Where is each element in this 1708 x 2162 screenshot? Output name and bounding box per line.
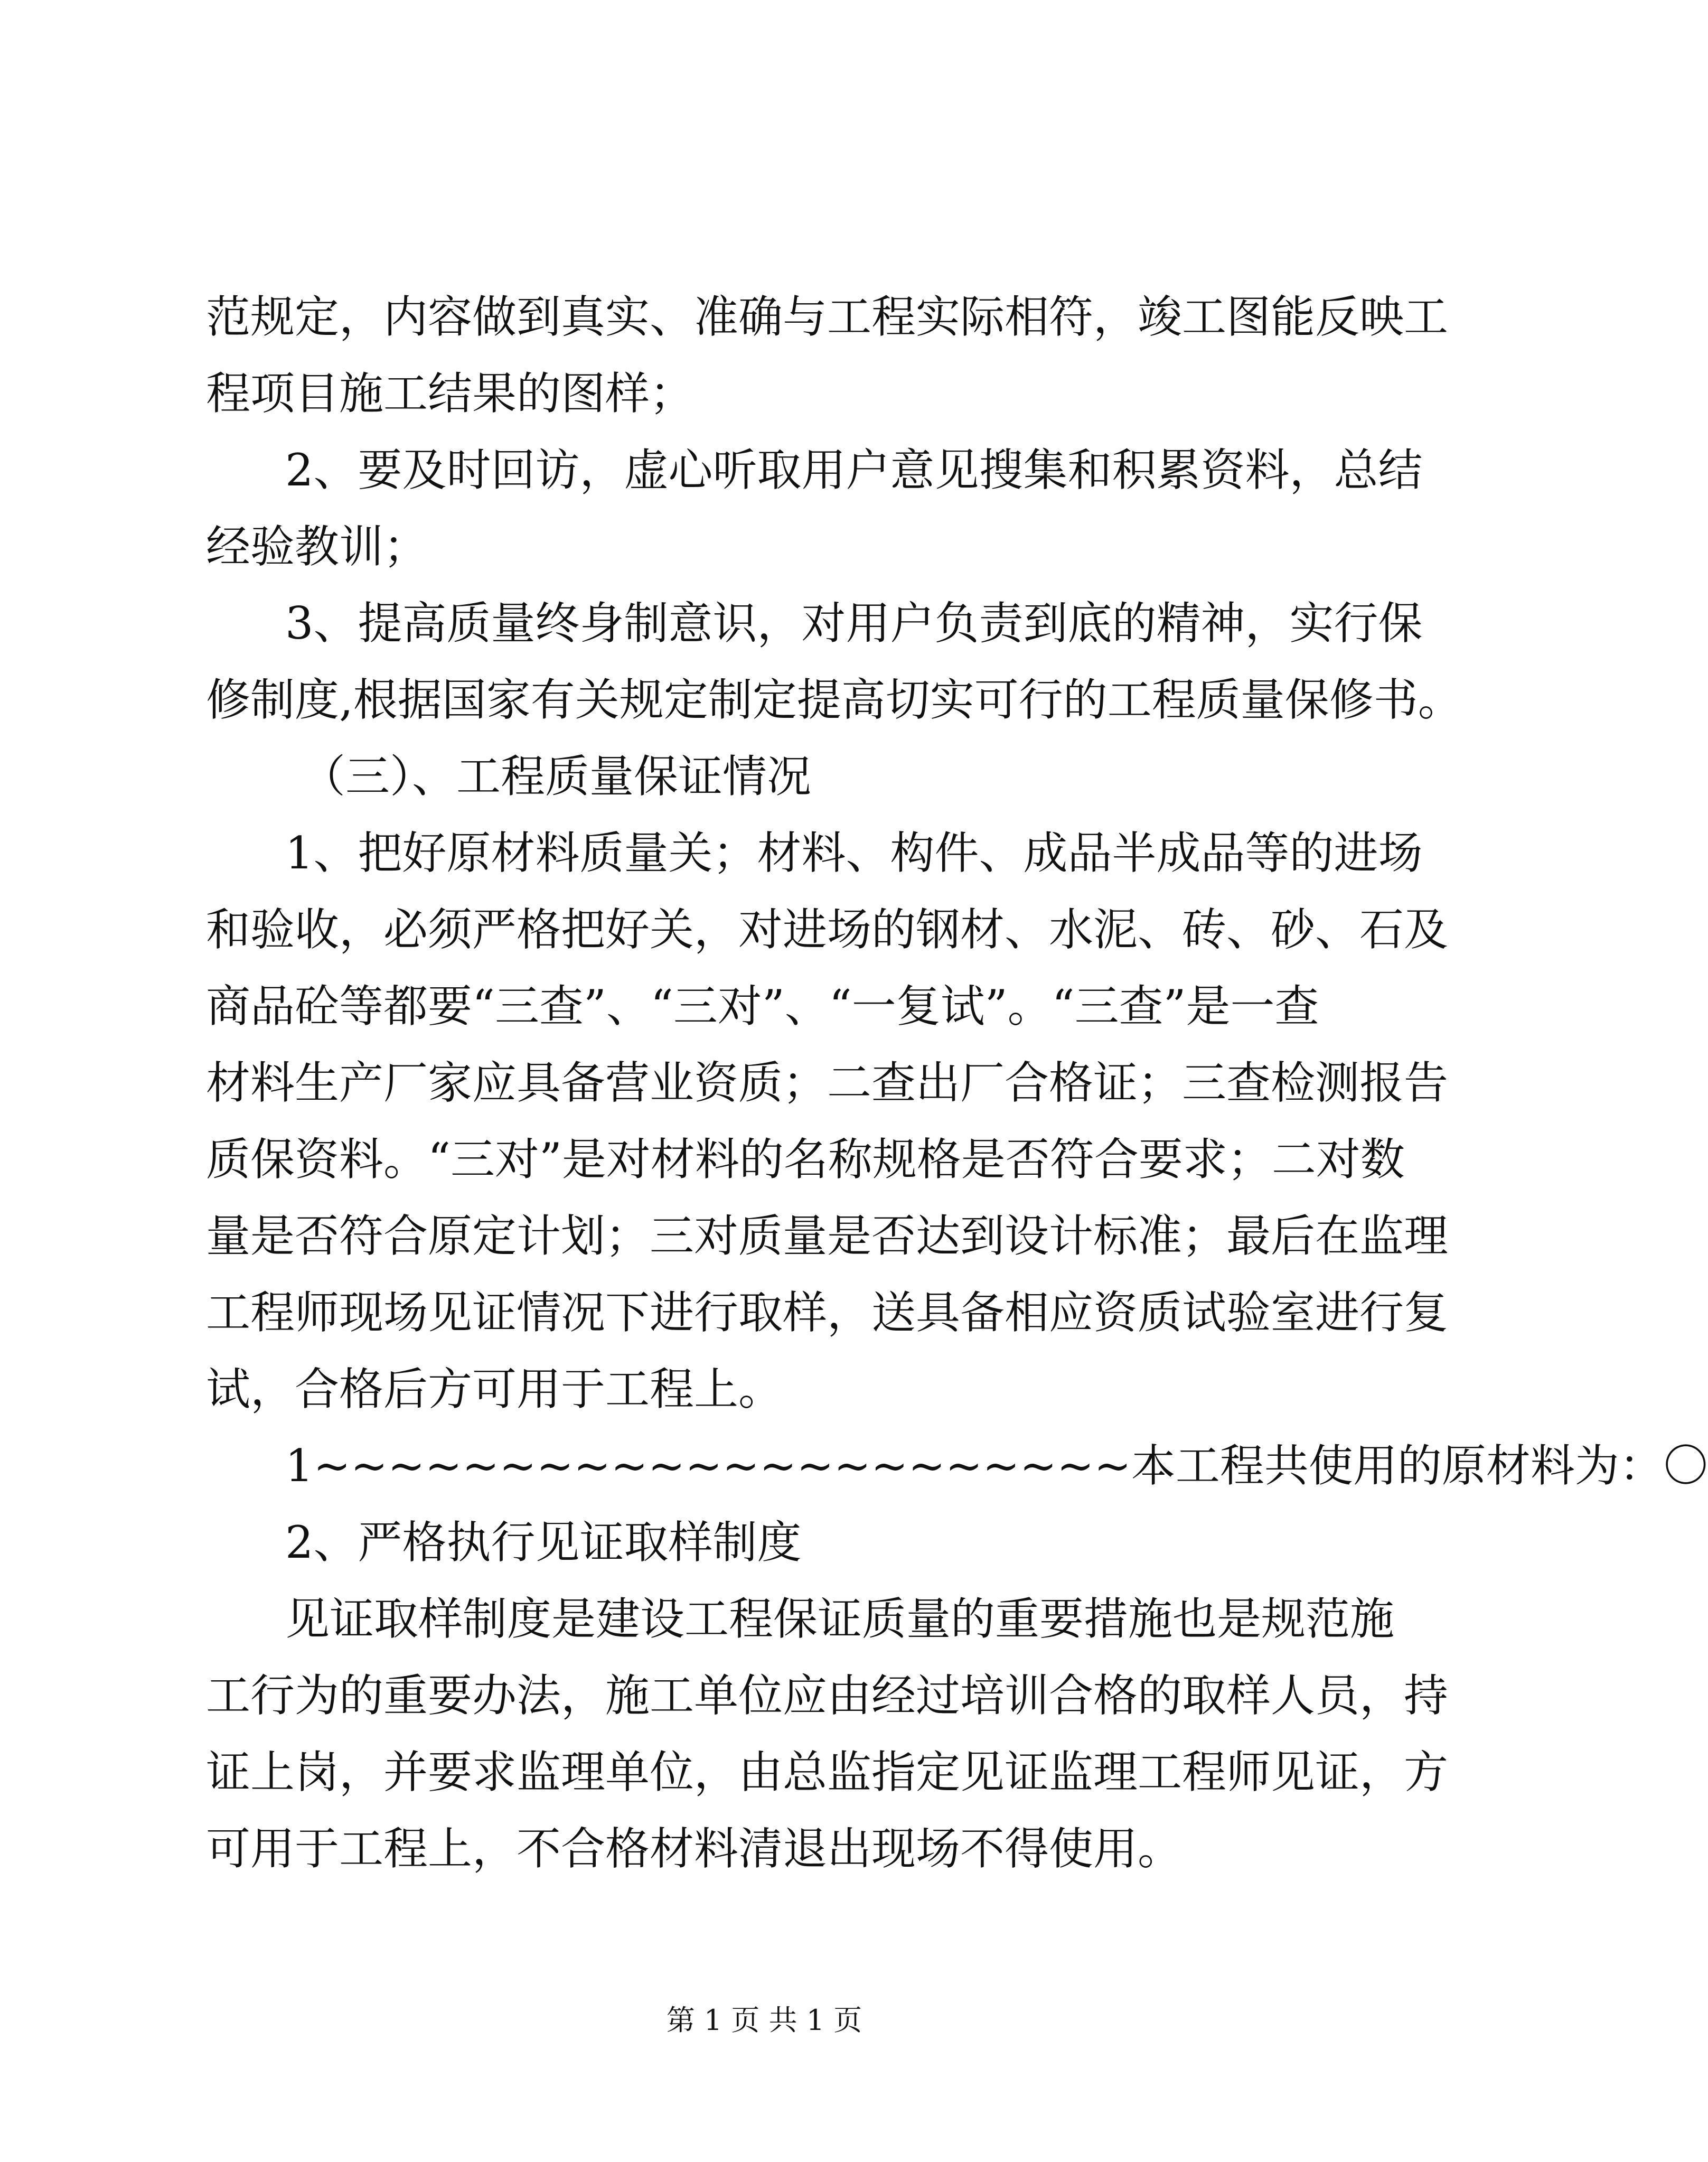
text-line-3: 2、要及时回访，虚心听取用户意见搜集和积累资料，总结 — [285, 444, 1423, 496]
page-footer: 第 1 页 共 1 页 — [666, 2004, 862, 2037]
text-line-2: 程项目施工结果的图样； — [206, 368, 695, 419]
text-line-10: 商品砼等都要“三查”、“三对”、“一复试”。“三查”是一查 — [206, 980, 1319, 1032]
text-line-18: 见证取样制度是建设工程保证质量的重要措施也是规范施 — [285, 1593, 1395, 1645]
text-line-19: 工行为的重要办法，施工单位应由经过培训合格的取样人员，持 — [206, 1670, 1449, 1721]
text-line-16: 1~~~~~~~~~~~~~~~~~~~~~~本工程共使用的原材料为：〇 — [285, 1440, 1708, 1492]
text-line-13: 量是否符合原定计划；三对质量是否达到设计标准；最后在监理 — [206, 1210, 1449, 1262]
text-line-12: 质保资料。“三对”是对材料的名称规格是否符合要求；二对数 — [206, 1134, 1405, 1185]
text-line-6: 修制度,根据国家有关规定制定提高切实可行的工程质量保修书。 — [206, 674, 1462, 726]
text-line-15: 试，合格后方可用于工程上。 — [206, 1363, 783, 1415]
text-line-21: 可用于工程上，不合格材料清退出现场不得使用。 — [206, 1823, 1183, 1875]
text-line-5: 3、提高质量终身制意识，对用户负责到底的精神，实行保 — [285, 597, 1423, 649]
section-heading: （三）、工程质量保证情况 — [301, 751, 812, 802]
text-line-14: 工程师现场见证情况下进行取样，送具备相应资质试验室进行复 — [206, 1287, 1449, 1339]
text-line-4: 经验教训； — [206, 521, 428, 573]
text-line-8: 1、把好原材料质量关；材料、构件、成品半成品等的进场 — [285, 827, 1423, 879]
text-line-17: 2、严格执行见证取样制度 — [285, 1517, 802, 1568]
text-line-11: 材料生产厂家应具备营业资质；二查出厂合格证；三查检测报告 — [206, 1057, 1449, 1109]
text-line-1: 范规定，内容做到真实、准确与工程实际相符，竣工图能反映工 — [206, 291, 1449, 343]
text-line-20: 证上岗，并要求监理单位，由总监指定见证监理工程师见证，方 — [206, 1746, 1449, 1798]
text-line-9: 和验收，必须严格把好关，对进场的钢材、水泥、砖、砂、石及 — [206, 904, 1449, 956]
